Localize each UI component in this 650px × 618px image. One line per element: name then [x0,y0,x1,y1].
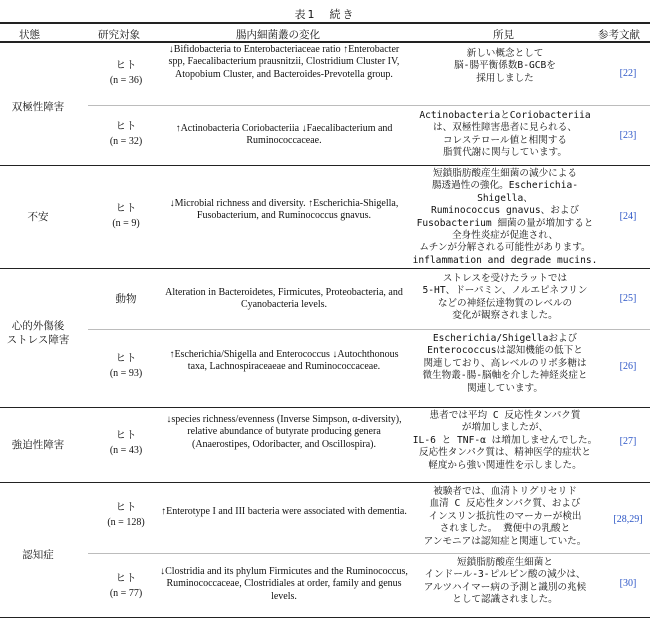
microbiota-change-cell: ↓Microbial richness and diversity. ↑Escherichia-Shigella, Fusobacterium, and Ruminococcus gnavus. [169,198,399,222]
row-separator [88,553,650,554]
state-ocd: 強迫性障害 [11,439,65,451]
finding-cell: ActinobacteriaとCoriobacteriia は、双極性障害患者に見られる、 コレステロール値と相関する 脂質代謝に関与しています。 [419,110,591,159]
table-caption: 表1 続き [294,8,356,21]
microbiota-change-cell: ↑Escherichia/Shigella and Enterococcus ↓Autochthonous taxa, Lachnospiraceaeae and Ruminococcaceae. [169,349,399,373]
microbiota-change-cell: ↓species richness/evenness (Inverse Simpson, α-diversity), relative abundance of butyrate producing genera (Anaerostipes, Odoribacter, and Oscillospira). [166,414,402,450]
finding-cell: 新しい概念として 脳-腸平衡係数B-GCBを 採用しました [454,48,556,84]
reference-link[interactable]: [22] [619,68,637,79]
microbiota-change-cell: ↓Clostridia and its phylum Firmicutes and the Ruminococcus, Ruminococcaceae, Clostridiales at order, family and genus levels. [160,566,408,602]
microbiota-change-cell: ↑Actinobacteria Coriobacteriia ↓Faecalibacterium and Ruminococcaceae. [175,123,393,147]
header-finding: 所見 [493,29,514,41]
row-separator [88,105,650,106]
state-bipolar: 双極性障害 [11,101,65,113]
microbiota-change-cell: ↓Bifidobacteria to Enterobacteriaceae ratio ↑Enterobacter spp, Faecalibacterium prausnitzii, Clostridium Cluster IV, Atopobium Cluster, and Bacteroides-Prevotella group. [168,44,400,80]
finding-cell: 患者では平均 C 反応性タンパク質 が増加しましたが、 IL-6 と TNF-α は増加しませんでした。 反応性タンパク質は、精神医学的症状と 軽度から強い関連性を示しました。 [412,410,598,471]
header-reference: 参考文献 [598,29,640,41]
subject-cell: ヒト (n = 32) [109,120,143,147]
reference-link[interactable]: [24] [619,211,637,222]
reference-link[interactable]: [26] [619,361,637,372]
reference-link[interactable]: [30] [619,578,637,589]
state-ptsd: 心的外傷後 ストレス障害 [6,320,70,346]
reference-link[interactable]: [28,29] [613,514,643,525]
group-rule [0,407,650,408]
reference-link[interactable]: [25] [619,293,637,304]
subject-cell: ヒト (n = 43) [109,429,143,456]
subject-cell: ヒト (n = 77) [109,572,143,599]
header-state: 状態 [19,29,40,41]
finding-cell: 被験者では、血清トリグリセリド 血清 C 反応性タンパク質、および インスリン抵抗性のマーカーが検出 されました。 糞便中の乳酸と アンモニアは認知症と関連していた。 [423,486,587,547]
finding-cell: ストレスを受けたラットでは 5-HT、ドーパミン、ノルエピネフリン などの神経伝達物質のレベルの 変化が観察されました。 [422,273,588,322]
state-anxiety: 不安 [27,211,49,223]
microbiota-change-cell: Alteration in Bacteroidetes, Firmicutes, Proteobacteria, and Cyanobacteria levels. [165,287,403,311]
subject-cell: ヒト (n = 36) [109,59,143,86]
reference-link[interactable]: [23] [619,130,637,141]
group-rule [0,482,650,483]
finding-cell: 短鎖脂肪酸産生細菌の減少による 腸透過性の強化。Escherichia-Shigella、 Ruminococcus gnavus、および Fusobacterium 細菌の量が増加すると 全身性炎症が促進され、 ムチンが分解される可能性があります。 inflammation and degrade mucins. [412,168,598,266]
row-separator [88,329,650,330]
header-change: 腸内細菌叢の変化 [236,29,320,41]
subject-cell: ヒト (n = 93) [109,352,143,379]
finding-cell: Escherichia/ShigellaおよびEnterococcusは認知機能の低下と 関連しており、高レベルのリボ多糖は 微生物叢-腸-脳軸を介した神経炎症と 関連しています。 [422,333,588,394]
finding-cell: 短鎖脂肪酸産生細菌と インドール-3-ピルビン酸の減少は、 アルツハイマー病の予測と識別の兆候 として認識されました。 [423,557,587,606]
microbiota-change-cell: ↑Enterotype I and III bacteria were associated with dementia. [161,506,407,517]
header-rule [0,41,650,43]
top-rule [0,22,650,24]
group-rule [0,268,650,269]
reference-link[interactable]: [27] [619,436,637,447]
header-subject: 研究対象 [98,29,140,41]
subject-cell: ヒト (n = 9) [112,202,140,229]
group-rule [0,165,650,166]
subject-cell: 動物 [115,293,137,305]
state-dementia: 認知症 [22,549,54,561]
subject-cell: ヒト (n = 128) [107,501,145,528]
